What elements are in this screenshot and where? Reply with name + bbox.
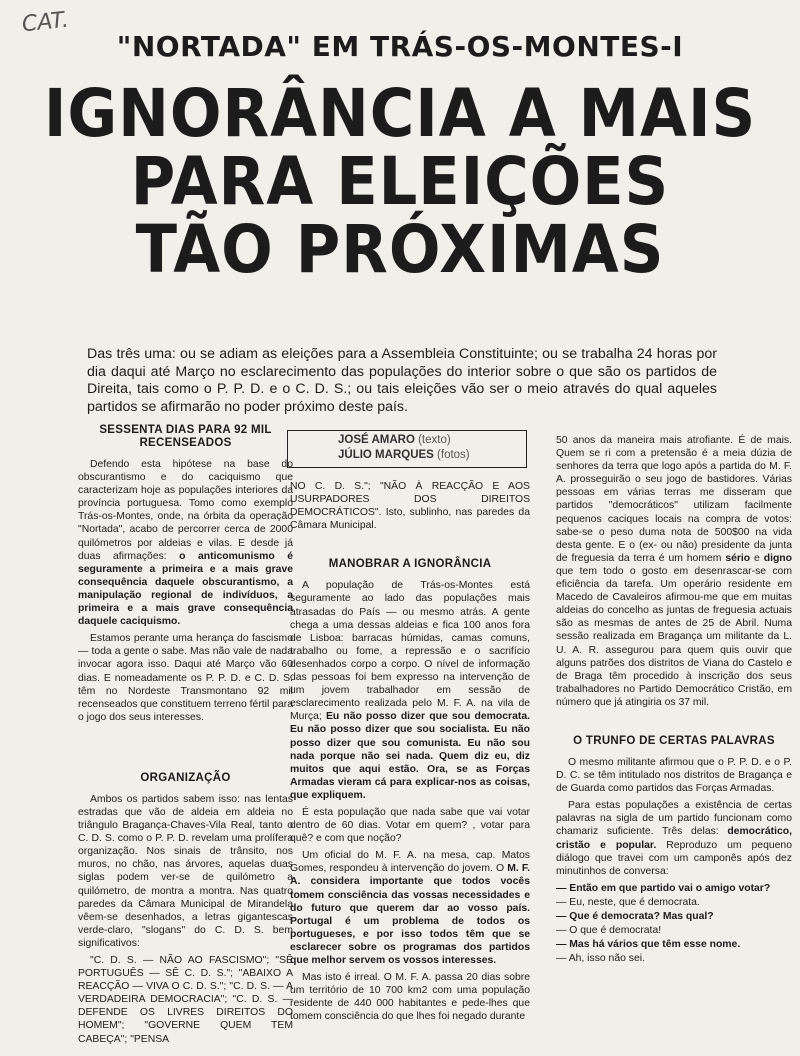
column-1 <box>78 424 294 1045</box>
paragraph: NO C. D. S."; "NÃO À REACÇÃO E AOS USURPADORES DOS DIREITOS DEMOCRÁTICOS". Isto, sublinho, nas paredes da Câmara Municipal. <box>290 481 530 532</box>
paragraph: Ambos os partidos sabem isso: nas lentas estradas que vão de aldeia em aldeia no triângulo Bragança-Chaves-Vila Real, tanto o C. D. S. como o P. P. D. revelam uma prolífera organização. Nos sinais de trânsito, nos muros, no chão, nas árvores, aquelas duas siglas podem ver-se de quilómetro a quilómetro, de montra a montra. Nas quatro paredes da Câmara Municipal de Mirandela vêem-se desenhados, a letras gigantescas verde-claro, "slogans" do C. D. S. bem significativos: <box>78 793 293 949</box>
subheading-sessenta-dias: SESSENTA DIAS PARA 92 MIL RECENSEADOS <box>99 424 272 449</box>
subheading-organizacao: ORGANIZAÇÃO <box>140 771 231 784</box>
paragraph: O mesmo militante afirmou que o P. P. D. e o P. D. C. se têm intitulado nos distritos de Bragança e de Guarda como partidos das Forças Armadas. <box>556 756 792 795</box>
dialog-line: — Que é democrata? Mas qual? <box>556 911 714 922</box>
paragraph: Para estas populações a existência de certas palavras na sigla de um partido funcionam como chamariz suficiente. Três delas: democrático, cristão e popular. Reproduzo um pequeno diálogo que travei com um camponês após dez minutinhos de conversa: <box>556 800 792 877</box>
lede-paragraph: Das três uma: ou se adiam as eleições para a Assembleia Constituinte; ou se trabalha 24 horas por dia daqui até Março no esclarecimento das populações do interior sobre o que são os partidos de Direita, tais como o P. P. D. e o C. D. S.; ou tais eleições vão ser o meio através do qual aqueles partidos se afirmarão no poder próximo deste país. <box>87 346 717 415</box>
kicker-title: "NORTADA" EM TRÁS-OS-MONTES-I <box>116 30 684 63</box>
paragraph: É esta população que nada sabe que vai votar dentro de 60 dias. Votar em quem? , votar para quê? e com que noção? <box>290 806 530 845</box>
column-2 <box>290 480 530 1056</box>
paragraph: A população de Trás-os-Montes está seguramente ao lado das populações mais atrasadas do País — ou mesmo atrás. A gente chega a uma dessas aldeias e fica 100 anos fora de Lisboa: barracas húmidas, camas comuns, trabalho ou fome, a repressão e o sacrifício desenhados corpo a corpo. O nível de informação das pessoas foi bem expresso na intervenção de um jovem trabalhador em sessão de esclarecimento realizada pelo M. F. A. na vila de Murça; Eu não posso dizer que sou democrata. Eu não posso dizer que sou socialista. Eu não posso dizer que sou comunista. Eu não sou nada porque não sei nada. Quem diz eu, diz muitos que aqui estão. Ora, se as Forças Armadas vieram cá para explicar-nos as coisas, que expliquem. <box>290 580 530 801</box>
subheading-trunfo: O TRUNFO DE CERTAS PALAVRAS <box>573 734 775 747</box>
paragraph: Defendo esta hipótese na base do obscurantismo e do caciquismo que caracterizam hoje as populações interiores da província portuguesa. Tomo como exemplo Trás-os-Montes, onde, na órbita da operação "Nortada", acabo de percorrer cerca de 2000 quilómetros por aldeias e vilas. E desde já duas afirmações: o anticomunismo é seguramente a primeira e a mais grave consequência daquele obscurantismo, a manipulação regional de indivíduos, a primeira e a mais grave consequência daquele caciquismo. <box>78 459 294 628</box>
headline-line-2: PARA ELEIÇÕES <box>130 143 670 220</box>
dialog-line: — Eu, neste, que é democrata. <box>556 896 700 908</box>
paragraph: Um oficial do M. F. A. na mesa, cap. Matos Gomes, respondeu à intervenção do jovem. O M. F. A. considera importante que todos vocês tomem consciência das vossas necessidades e do futuro que querem dar ao vosso país. Portugal é um problema de todos os portugueses, e por isso todos têm que se esclarecer sobre os programas dos partidos que melhor servem os vossos interesses. <box>290 850 531 966</box>
byline-author-2: JÚLIO MARQUES (fotos) <box>338 449 470 461</box>
handwritten-note: CAT. <box>20 7 70 38</box>
dialog-line: — O que é democrata! <box>556 925 662 937</box>
dialog-line: — Mas há vários que têm esse nome. <box>556 939 741 951</box>
headline-line-1: IGNORÂNCIA A MAIS <box>43 75 757 152</box>
dialog-line: — Ah, isso não sei. <box>556 953 645 965</box>
paragraph: 50 anos da maneira mais atrofiante. É de mais. Quem se ri com a pretensão é a meia dúzia de senhores da terra que logo após a partida do M. F. A. prosseguirão o seu jogo de bastidores. Várias pessoas em várias terras me disseram que partidos "democráticos" utilizam facilmente pequenos caciques locais na compra de votos: sabe-se o peso duma nota de 500$00 na vida desta gente. E o (ex- ou não) presidente da junta de freguesia da terra é um homem sério e digno que tem todo o gosto em desenrascar-se com eficiência da tarefa. Um operário residente em Macedo de Cavaleiros afirmou-me que em muitas aldeias do concelho as juntas de freguesia actuais são as mesmas de antes de 25 de Abril. Numa sessão realizada em Bragança um militante da L. U. A. R. assegurou para quem quis ouvir que alguns patrões dos distritos de Viana do Castelo e de Braga têm procedido à inscrição dos seus trabalhadores no Partido Democrático Cristão, em número que já atingiria os 37 mil. <box>556 435 792 708</box>
paragraph: Mas isto é irreal. O M. F. A. passa 20 dias sobre um território de 10 700 km2 com uma população residente de 440 000 habitantes e pede-lhes que tomem consciência do que lhes foi negado durante <box>290 972 530 1023</box>
subheading-manobrar: MANOBRAR A IGNORÂNCIA <box>328 558 492 571</box>
byline-author-1: JOSÉ AMARO (texto) <box>338 434 451 446</box>
paragraph: Estamos perante uma herança do fascismo — toda a gente o sabe. Mas não vale de nada invocar agora isso. Daqui até Março vão 60 dias. E nomeadamente os P. P. D. e C. D. S. têm no Nordeste Transmontano 92 mil recenseados que constituem terreno fértil para o jogo dos seus interesses. <box>78 633 293 723</box>
dialog-list <box>556 882 792 966</box>
headline <box>0 75 800 288</box>
paragraph: "C. D. S. — NÃO AO FASCISMO"; "SÊ PORTUGUÊS — SÊ C. D. S."; "ABAIXO A REACÇÃO — VIVA O C. D. S."; "C. D. S. — A VERDADEIRA DEMOCRACIA"; "C. D. S. — DEFENDE OS LIVRES DIREITOS DO HOMEM"; "GOVERNE QUEM TEM CABEÇA"; "PENSA <box>78 955 293 1045</box>
column-3 <box>556 434 792 1010</box>
byline-box <box>287 430 527 468</box>
dialog-line: — Então em que partido vai o amigo votar? <box>556 882 771 894</box>
headline-line-3: TÃO PRÓXIMAS <box>135 211 665 288</box>
